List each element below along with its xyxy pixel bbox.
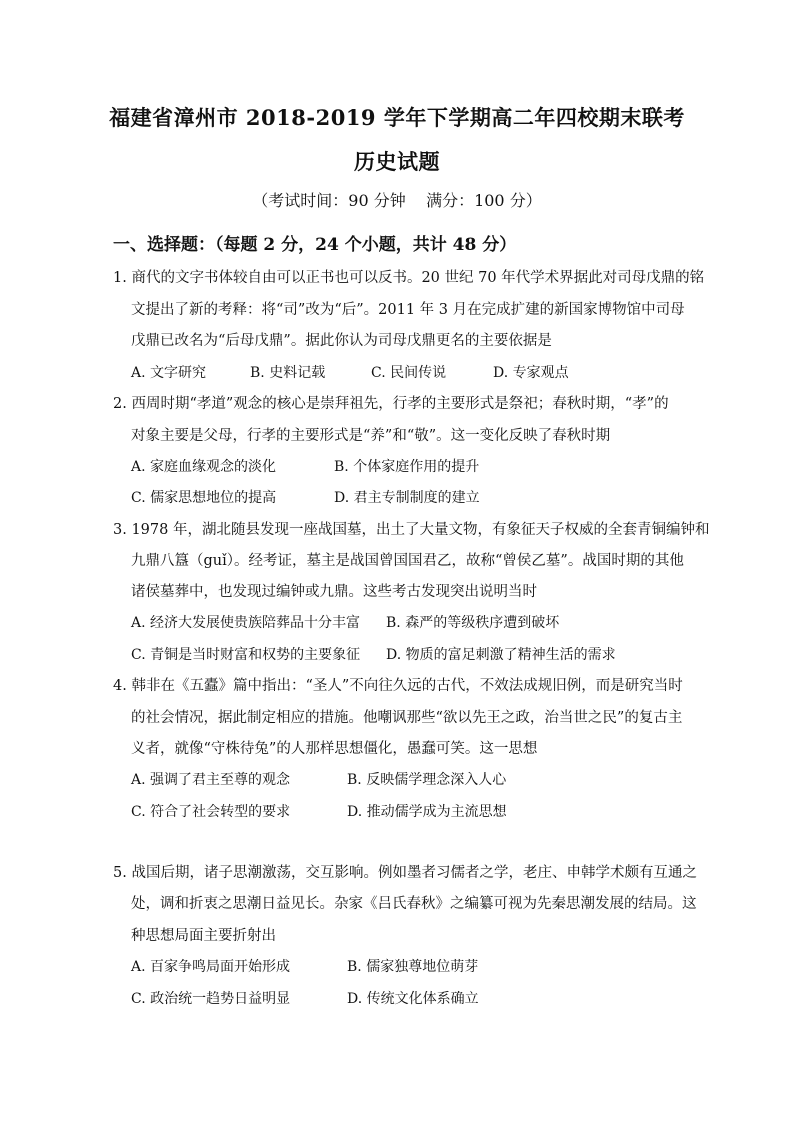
option-b: B. 史料记载: [250, 365, 326, 381]
option-d: D. 专家观点: [493, 365, 569, 381]
question-text-line: 种思想局面主要折射出: [131, 928, 276, 944]
question-text-line: 处，调和折衷之思潮日益见长。杂家《吕氏春秋》之编纂可视为先秦思潮发展的结局。这: [131, 896, 697, 912]
question-text-line: 戊鼎已改名为“后母戊鼎”。据此你认为司母戊鼎更名的主要依据是: [131, 333, 552, 349]
question-text-line: 2. 西周时期“孝道”观念的核心是崇拜祖先，行孝的主要形式是祭祀；春秋时期，“孝”的: [113, 396, 669, 412]
question-text-line: 4. 韩非在《五蠹》篇中指出：“圣人”不向往久远的古代，不效法成规旧例，而是研究当时: [113, 678, 683, 694]
option-d: D. 君主专制制度的建立: [334, 490, 480, 506]
question-text-line: 文提出了新的考释：将“司”改为“后”。2011 年 3 月在完成扩建的新国家博物馆中司母: [131, 302, 685, 318]
question-text-line: 诸侯墓葬中，也发现过编钟或九鼎。这些考古发现突出说明当时: [131, 584, 537, 600]
option-b: B. 儒家独尊地位萌芽: [347, 959, 479, 975]
option-c: C. 青铜是当时财富和权势的主要象征: [131, 647, 361, 663]
exam-title: 福建省漳州市 2018-2019 学年下学期高二年四校期末联考: [109, 105, 685, 130]
option-b: B. 反映儒学理念深入人心: [347, 772, 507, 788]
option-d: D. 传统文化体系确立: [347, 991, 479, 1007]
option-b: B. 个体家庭作用的提升: [334, 459, 480, 475]
section-heading: 一、选择题：（每题 2 分，24 个小题，共计 48 分）: [113, 235, 517, 255]
option-a: A. 家庭血缘观念的淡化: [131, 459, 277, 475]
question-text-line: 5. 战国后期，诸子思潮激荡，交互影响。例如墨者习儒者之学，老庄、申韩学术颇有互通之: [113, 865, 697, 881]
question-text-line: 1. 商代的文字书体较自由可以正书也可以反书。20 世纪 70 年代学术界据此对司母戊鼎的铭: [113, 270, 705, 286]
option-d: D. 推动儒学成为主流思想: [347, 804, 507, 820]
question-text-line: 义者，就像“守株待兔”的人那样思想僵化，愚蠢可笑。这一思想: [131, 741, 538, 757]
exam-info: （考试时间：90 分钟 满分：100 分）: [252, 191, 542, 210]
question-text-line: 3. 1978 年，湖北随县发现一座战国墓，出土了大量文物，有象征天子权威的全套青铜编钟和: [113, 522, 710, 538]
option-c: C. 符合了社会转型的要求: [131, 804, 291, 820]
subject-title: 历史试题: [354, 149, 440, 174]
option-c: C. 民间传说: [371, 365, 447, 381]
question-text-line: 的社会情况，据此制定相应的措施。他嘲讽那些“欲以先王之政，治当世之民”的复古主: [131, 710, 683, 726]
question-text-line: 对象主要是父母，行孝的主要形式是“养”和“敬”。这一变化反映了春秋时期: [131, 428, 611, 444]
option-c: C. 儒家思想地位的提高: [131, 490, 277, 506]
question-text-line: 九鼎八簋（guǐ）。经考证，墓主是战国曾国国君乙，故称“曾侯乙墓”。战国时期的其他: [131, 553, 684, 569]
option-b: B. 森严的等级秩序遭到破坏: [386, 615, 560, 631]
option-a: A. 强调了君主至尊的观念: [131, 772, 291, 788]
option-d: D. 物质的富足刺激了精神生活的需求: [386, 647, 616, 663]
option-a: A. 经济大发展使贵族陪葬品十分丰富: [131, 615, 361, 631]
option-a: A. 文字研究: [131, 365, 207, 381]
option-a: A. 百家争鸣局面开始形成: [131, 959, 291, 975]
option-c: C. 政治统一趋势日益明显: [131, 991, 291, 1007]
